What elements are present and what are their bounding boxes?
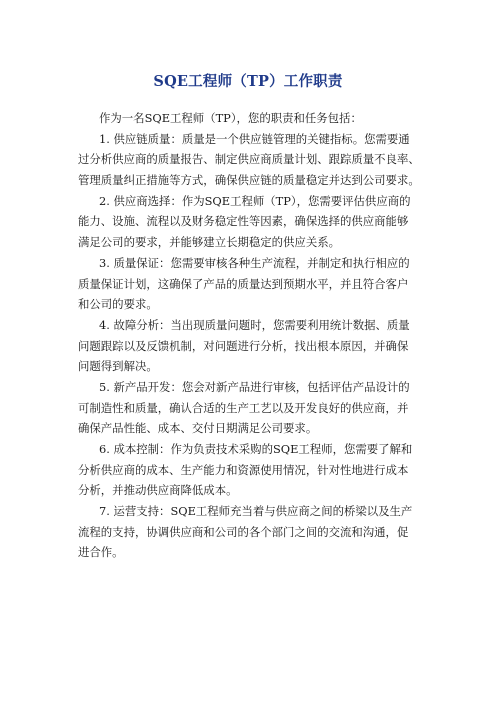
text-line: 过分析供应商的质量报告、制定供应商质量计划、跟踪质量不良率、 [78,152,420,167]
text-line: 3. 质量保证：您需要审核各种生产流程，并制定和执行相应的 [99,255,410,270]
text-line: 分析供应商的成本、生产能力和资源使用情况，针对性地进行成本 [78,462,409,477]
text-line: 问题跟踪以及反馈机制，对问题进行分析，找出根本原因，并确保 [78,338,409,353]
text-line: 进合作。 [78,545,124,560]
text-line: 2. 供应商选择：作为SQE工程师（TP），您需要评估供应商的 [99,193,411,208]
text-line: 问题得到解决。 [78,359,158,374]
text-line: 确保产品性能、成本、交付日期满足公司要求。 [78,421,318,436]
text-line: 6. 成本控制：作为负责技术采购的SQE工程师，您需要了解和 [99,442,413,456]
text-line: 作为一名SQE工程师（TP），您的职责和任务包括： [99,111,362,125]
text-line: 流程的支持，协调供应商和公司的各个部门之间的交流和沟通，促 [78,524,409,539]
text-line: 4. 故障分析：当出现质量问题时，您需要利用统计数据、质量 [99,317,410,332]
text-line: 5. 新产品开发：您会对新产品进行审核，包括评估产品设计的 [99,379,410,394]
text-line: 满足公司的要求，并能够建立长期稳定的供应关系。 [78,235,340,250]
text-line: 1. 供应链质量：质量是一个供应链管理的关键指标。您需要通 [99,131,410,146]
text-line: 管理质量纠正措施等方式，确保供应链的质量稳定并达到公司要求。 [78,173,420,188]
text-line: 分析，并推动供应商降低成本。 [78,483,238,498]
text-line: 7. 运营支持：SQE工程师充当着与供应商之间的桥梁以及生产 [99,504,413,519]
text-line: 质量保证计划，这确保了产品的质量达到预期水平，并且符合客户 [78,276,409,291]
document-title: SQE工程师（TP）工作职责 [153,73,343,90]
text-line: 可制造性和质量，确认合适的生产工艺以及开发良好的供应商，并 [78,400,409,415]
document-body [78,108,438,563]
text-line: 和公司的要求。 [78,297,158,312]
text-line: 能力、设施、流程以及财务稳定性等因素，确保选择的供应商能够 [78,214,409,229]
